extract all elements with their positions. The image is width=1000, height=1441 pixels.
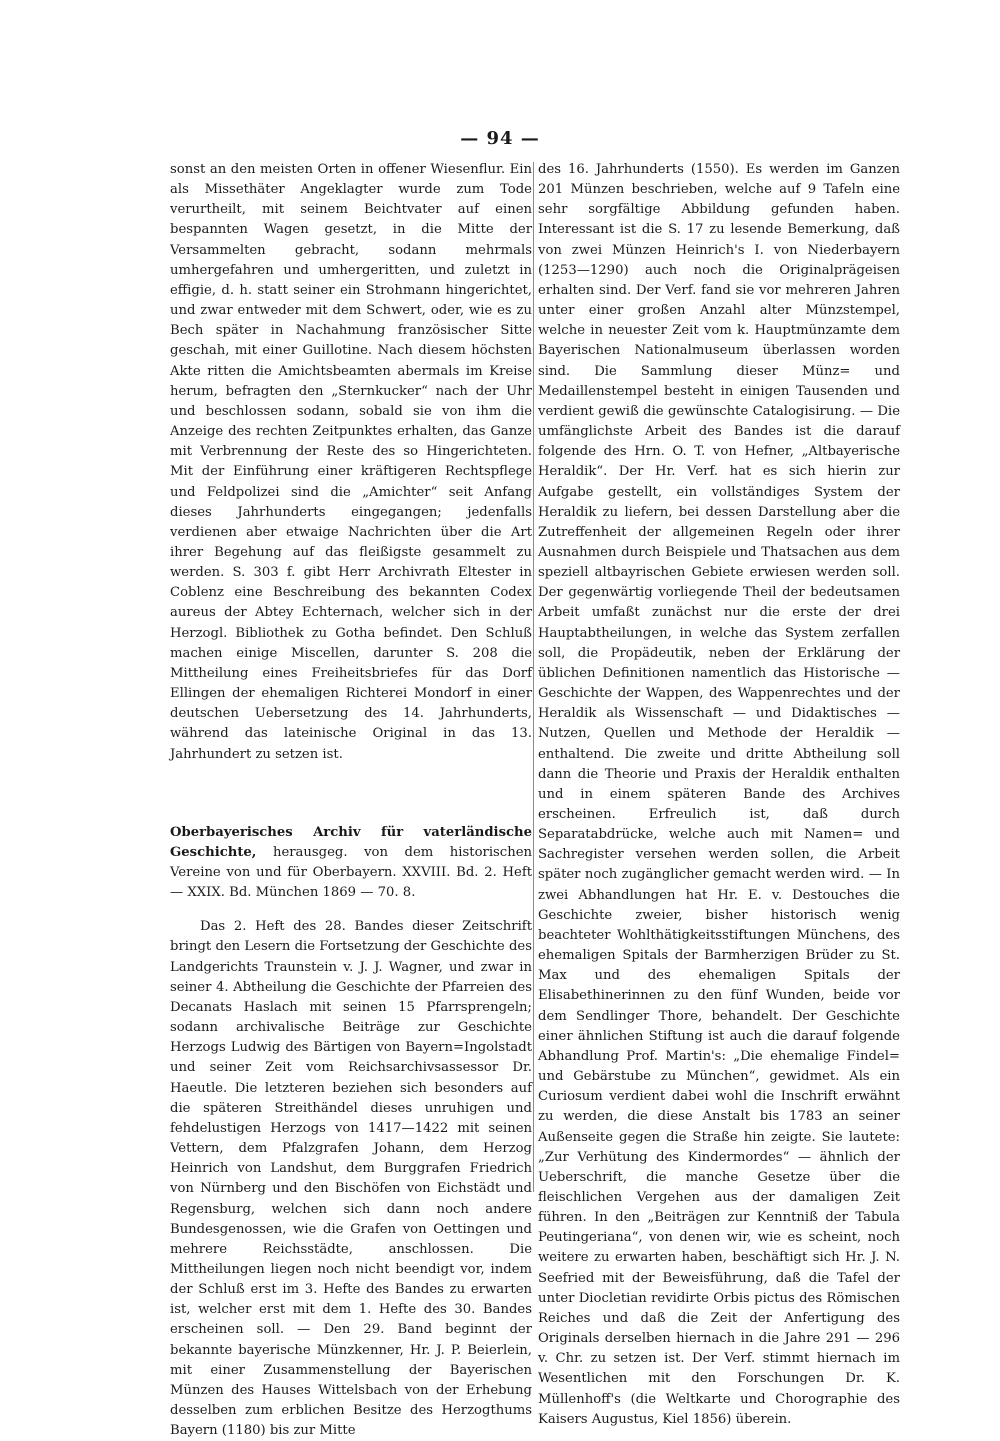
right-column (538, 160, 900, 1430)
left-paragraph-continuation: sonst an den meisten Orten in offener Wiesenflur. Ein als Missethäter Angeklagter wurde zum Tode verurtheilt, mit seinem Beichtvater auf einen bespannten Wagen gesetzt, in die Mitte der Versammelten gebracht, sodann mehrmals umhergefahren und umhergeritten, und zuletzt in effigie, d. h. statt seiner ein Strohmann hingerichtet, und zwar entweder mit dem Schwert, oder, wie es zu Bech später in Nachahmung französischer Sitte geschah, mit einer Guillotine. Nach diesem höchsten Akte ritten die Amichtsbeamten abermals im Kreise herum, befragten den „Sternkucker“ nach der Uhr und beschlossen sodann, sobald sie von ihm die Anzeige des rechten Zeitpunktes erhalten, das Ganze mit Verbrennung der Reste des so Hingerichteten. Mit der Einführung einer kräftigeren Rechtspflege und Feldpolizei sind die „Amichter“ seit Anfang dieses Jahrhunderts eingegangen; jedenfalls verdienen aber etwaige Nachrichten über die Art ihrer Begehung auf das fleißigste gesammelt zu werden. S. 303 f. gibt Herr Archivrath Eltester in Coblenz eine Beschreibung des bekannten Codex aureus der Abtey Echternach, welcher sich in der Herzogl. Bibliothek zu Gotha befindet. Den Schluß machen einige Miscellen, darunter S. 208 die Mittheilung eines Freiheitsbriefes für das Dorf Ellingen der ehemaligen Richterei Mondorf in einer deutschen Uebersetzung des 14. Jahrhunderts, während das lateinische Original in das 13. Jahrhundert zu setzen ist. (170, 162, 532, 762)
column-divider (533, 162, 534, 1192)
right-paragraph: des 16. Jahrhunderts (1550). Es werden im Ganzen 201 Münzen beschrieben, welche auf 9 Tafeln eine sehr sorgfältige Abbildung gefunden haben. Interessant ist die S. 17 zu lesende Bemerkung, daß von zwei Münzen Heinrich's I. von Niederbayern (1253—1290) auch noch die Originalprägeisen erhalten sind. Der Verf. fand sie vor mehreren Jahren unter einer großen Anzahl alter Münzstempel, welche in neuester Zeit vom k. Hauptmünzamte dem Bayerischen Nationalmuseum überlassen worden sind. Die Sammlung dieser Münz= und Medaillenstempel besteht in einigen Tausenden und verdient gewiß die gewünschte Catalogisirung. — Die umfänglichste Arbeit des Bandes ist die darauf folgende des Hrn. O. T. von Hefner, „Altbayerische Heraldik“. Der Hr. Verf. hat es sich hierin zur Aufgabe gestellt, ein vollständiges System der Heraldik zu liefern, bei dessen Darstellung aber die Zutreffenheit der allgemeinen Regeln oder ihrer Ausnahmen durch Beispiele und Thatsachen aus dem speziell altbayrischen Gebiete erwiesen werden soll. Der gegenwärtig vorliegende Theil der bedeutsamen Arbeit umfaßt zunächst nur die erste der drei Hauptabtheilungen, in welche das System zerfallen soll, die Propädeutik, neben der Erklärung der üblichen Definitionen namentlich das Historische — Geschichte der Wappen, des Wappenrechtes und der Heraldik als Wissenschaft — und Didaktisches — Nutzen, Quellen und Methode der Heraldik — enthaltend. Die zweite und dritte Abtheilung soll dann die Theorie und Praxis der Heraldik enthalten und in einem späteren Bande des Archives erscheinen. Erfreulich ist, daß durch Separatabdrücke, welche auch mit Namen= und Sachregister versehen werden sollen, die Arbeit später noch zugänglicher gemacht werden wird. — In zwei Abhandlungen hat Hr. E. v. Destouches die Geschichte zweier, bisher historisch wenig beachteter Wohlthätigkeitsstiftungen Münchens, des ehemaligen Spitals der Barmherzigen Brüder zu St. Max und des ehemaligen Spitals der Elisabethinerinnen zu den fünf Wunden, beide vor dem Sendlinger Thore, behandelt. Der Geschichte einer ähnlichen Stiftung ist auch die darauf folgende Abhandlung Prof. Martin's: „Die ehemalige Findel= und Gebärstube zu München“, gewidmet. Als ein Curiosum verdient dabei wohl die Inschrift erwähnt zu werden, die diese Anstalt bis 1783 an seiner Außenseite gegen die Straße hin zeigte. Sie lautete: „Zur Verhütung des Kindermordes“ — ähnlich der Ueberschrift, die manche Gesetze über die fleischlichen Vergehen aus der damaligen Zeit führen. In den „Beiträgen zur Kenntniß der Tabula Peutingeriana“, von denen wir, wie es scheint, noch weitere zu erwarten haben, beschäftigt sich Hr. J. N. Seefried mit der Beweisführung, daß die Tafel der unter Diocletian revidirte Orbis pictus des Römischen Reiches und daß die Zeit der Anfertigung des Originals derselben hiernach in die Jahre 291 — 296 v. Chr. zu setzen ist. Der Verf. stimmt hiernach im Wesentlichen mit den Forschungen Dr. K. Müllenhoff's (die Weltkarte und Chorographie des Kaisers Augustus, Kiel 1856) überein. (538, 162, 900, 1427)
page-number: — 94 — (460, 128, 540, 149)
review-heading-bibliography: herausgeg. von dem historischen Vereine von und für Oberbayern. XXVIII. Bd. 2. Heft — XXIX. Bd. München 1869 — 70. 8. (170, 844, 532, 901)
spacer (170, 903, 532, 917)
left-paragraph-review: Das 2. Heft des 28. Bandes dieser Zeitschrift bringt den Lesern die Fortsetzung der Geschichte des Landgerichts Traunstein v. J. J. Wagner, und zwar in seiner 4. Abtheilung die Geschichte der Pfarreien des Decanats Haslach mit seinen 15 Pfarrsprengeln; sodann archivalische Beiträge zur Geschichte Herzogs Ludwig des Bärtigen von Bayern=Ingolstadt und seiner Zeit vom Reichsarchivsassessor Dr. Haeutle. Die letzteren beziehen sich besonders auf die späteren Streithändel dieses unruhigen und fehdelustigen Herzogs von 1417—1422 mit seinen Vettern, dem Pfalzgrafen Johann, dem Herzog Heinrich von Landshut, dem Burggrafen Friedrich von Nürnberg und den Bischöfen von Eichstädt und Regensburg, welchen sich dann noch andere Bundesgenossen, wie die Grafen von Oettingen und mehrere Reichsstädte, anschlossen. Die Mittheilungen liegen noch nicht beendigt vor, indem der Schluß erst im 3. Hefte des Bandes zu erwarten ist, welcher erst mit dem 1. Hefte des 30. Bandes erscheinen soll. — Den 29. Band beginnt der bekannte bayerische Münzkenner, Hr. J. P. Beierlein, mit einer Zusammenstellung der Bayerischen Münzen des Hauses Wittelsbach von der Erhebung desselben zum erblichen Besitze des Herzogthums Bayern (1180) bis zur Mitte (170, 919, 532, 1439)
review-heading (170, 823, 532, 904)
review-heading-title: Oberbayerisches Archiv für vaterländische Geschichte, (170, 824, 532, 860)
left-column (170, 160, 532, 1441)
